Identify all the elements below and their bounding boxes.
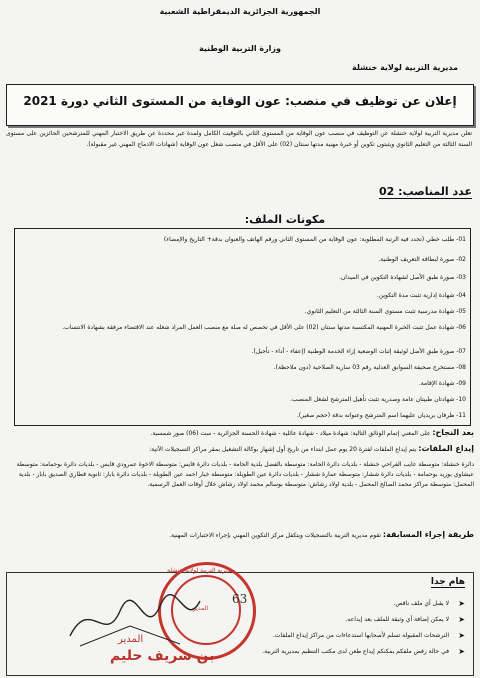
file-item: 01- طلب خطي (تحدد فيه الرتبة المطلوبة: عون الوقاية من المستوى الثاني ورقم الهاتف والعنوان بدقة+ التاريخ والإمضاء) bbox=[163, 236, 466, 243]
intro-paragraph: تعلن مديرية التربية لولاية خنشلة عن التوظيف في منصب عون الوقاية من المستوى الثاني بالتوقيت الكامل ولمدة غير محددة عن طريق الاختبار المهني للمترشحين الحائزين على مستوى السنة الثالثة من التعليم الثانوي ويثبتون تكوين أو خبرة مهنية مدتها سنتان (02) على الأقل في منصب شغل عون الوقاية (شهادات الادماج المهني غير مقبولة). bbox=[6, 130, 472, 148]
announcement-title: إعلان عن توظيف في منصب: عون الوقاية من المستوى الثاني دورة 2021 bbox=[23, 94, 457, 108]
file-components-box bbox=[14, 228, 471, 426]
file-components-title: مكونات الملف: bbox=[244, 213, 326, 226]
stamp-ring-text: مديرية التربية لولاية خنشلة bbox=[167, 567, 234, 574]
signature-name: بن شريف حليم bbox=[110, 648, 215, 664]
file-item: 06- شهادة عمل تثبت الخبرة المهنية المكتسبة مدتها سنتان (02) على الأقل في تخصص له صلة مع منصب العمل المراد شغله عند الاقتضاء مرفقة بشهادة الانتساب. bbox=[62, 324, 466, 331]
file-item: 09- شهادة الإقامة. bbox=[418, 380, 466, 387]
stamp-center-text: المدير bbox=[193, 605, 209, 612]
file-item: 05- شهادة مدرسية تثبت مستوى السنة الثالثة من التعليم الثانوي. bbox=[304, 308, 466, 315]
handwritten-number: 63 bbox=[232, 592, 248, 606]
important-item: الترشحات المقبولة تسلم لأصحابها استدعاءات من مراكز إيداع الملفات. bbox=[272, 632, 449, 639]
competition-section bbox=[8, 530, 474, 541]
arrow-bullet-icon: ➤ bbox=[458, 615, 465, 624]
ministry-header: وزارة التربية الوطنية bbox=[198, 44, 281, 53]
competition-text: تقوم مديرية التربية بالتسجيلات ويتكفل مركز التكوين المهني بإجراء الاختبارات المهنية. bbox=[169, 532, 381, 539]
file-item: 02- صورة لبطاقة التعريف الوطنية. bbox=[378, 256, 466, 263]
important-title: هام جدا bbox=[430, 577, 465, 587]
after-success-text: على المعني إتمام الوثائق التالية: شهادة ميلاد - شهادة عائلية - شهادة الحسنة الجزائرية - ست (06) صور شمسية. bbox=[150, 430, 431, 437]
after-success-label: بعد النجاح: bbox=[432, 428, 474, 437]
file-item: 08- مستخرج صحيفة السوابق العدلية رقم 03 سارية الصلاحية (دون ملاحظة). bbox=[273, 364, 466, 371]
after-success-section bbox=[8, 428, 474, 439]
file-item: 04- شهادة إدارية تثبت مدة التكوين. bbox=[376, 292, 466, 299]
competition-label: طريقة إجراء المسابقة: bbox=[382, 530, 474, 539]
important-item: في حالة رفض ملفكم يمكنكم إيداع طعن لدى مكتب التنظيم بمديرية التربية. bbox=[262, 648, 449, 655]
deposit-text: يتم إيداع الملفات لفترة 20 يوم عمل ابتداء من تاريخ أول إشهار بوكالة التشغيل بمقر مراكز التسجيلات الآتية: bbox=[149, 446, 417, 453]
file-item: 03- صورة طبق الأصل لشهادة التكوين في الميدان. bbox=[338, 274, 466, 281]
file-item: 07- صورة طبق الأصل لوثيقة إثبات الوضعية إزاء الخدمة الوطنية (إعفاء - أداء - تأجيل). bbox=[251, 348, 466, 355]
deposit-section bbox=[8, 444, 474, 455]
important-item: لا يقبل أي ملف ناقص. bbox=[393, 600, 449, 607]
file-item: 10- شهادتان طبيتان عامة وصدرية تثبت تأهيل المترشح لشغل المنصب. bbox=[290, 396, 466, 403]
republic-header: الجمهورية الجزائرية الديمقراطية الشعبية bbox=[159, 7, 321, 16]
arrow-bullet-icon: ➤ bbox=[458, 631, 465, 640]
signature-scribble bbox=[60, 586, 210, 656]
deposit-label: إيداع الملفات: bbox=[418, 444, 474, 453]
arrow-bullet-icon: ➤ bbox=[458, 647, 465, 656]
important-item: لا يمكن إضافة أي وثيقة للملف بعد إيداعه. bbox=[345, 616, 449, 623]
positions-count: عدد المناصب: 02 bbox=[378, 185, 472, 198]
file-item: 11- ظرفان بريديان عليهما اسم المترشح وعنوانه بدقة (حجم صغير). bbox=[296, 412, 466, 419]
arrow-bullet-icon: ➤ bbox=[458, 599, 465, 608]
deposit-centers: دائرة خنشلة: متوسطة عايب الفراحي خنشلة - بلديات دائرة الحامة: متوسطة بالفضل بلدية الحامة - بلديات دائرة قايس: متوسطة الاخوة عمرودي قايس - بلديات دائرة بوحمامة: متوسطة عيشاوي بوزيد بوحمامة - بلديات دائرة ششار: متوسطة عمارة ششار - بلديات دائرة عين الطويلة: متوسطة خيار احمد عين الطويلة - بلديات دائرة بابار: ثانوية قطاري الصديق بابار - بلدية المحمل: متوسطة مراكز محمد الصالح المحمل - بلدية اولاد رشاش: متوسطة بوسالم محمد اولاد رشاش خلال أوقات العمل الرسمية. bbox=[16, 461, 474, 488]
directorate-header: مديرية التربية لولاية خنشلة bbox=[352, 63, 458, 72]
signature-role: المدير bbox=[118, 634, 144, 645]
announcement-title-box bbox=[6, 84, 474, 126]
